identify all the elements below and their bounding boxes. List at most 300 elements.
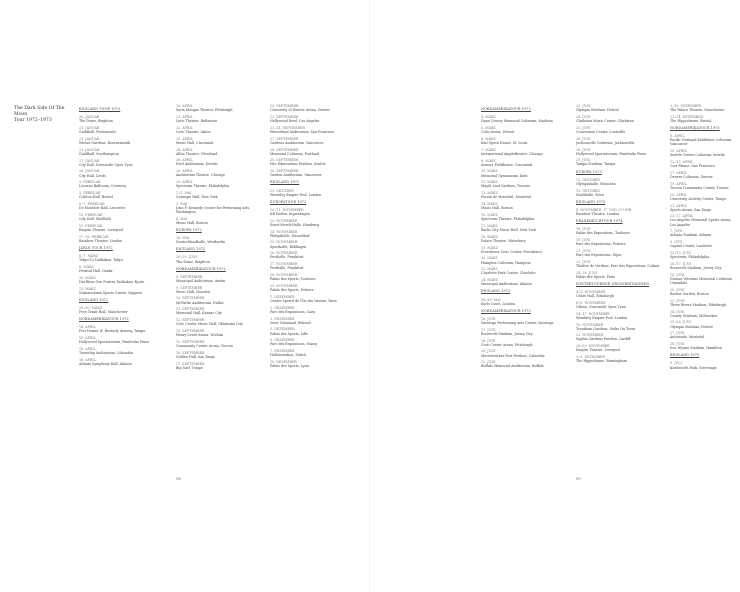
concert-venue: The Dome, Brighton [79, 119, 113, 124]
concert-venue: Los Angeles Memorial Sports Arena, Los Angeles [670, 218, 732, 227]
concert-date: 17. NOVEMBER [270, 262, 298, 267]
section-heading: JAPAN TOUR 1972 [79, 245, 113, 250]
tour-date-entry [670, 160, 736, 168]
concert-venue: Hollywood Bowl, Los Angeles [270, 118, 320, 123]
concert-venue: Big Surf, Tempe [176, 365, 203, 370]
concert-date: 26. APRIL [176, 158, 193, 163]
concert-venue: Winterland Auditorium, San Francisco [270, 129, 335, 134]
tour-date-entry [576, 189, 664, 197]
tour-date-entry [79, 336, 167, 344]
concert-venue: Stadthalle, Wien [576, 192, 604, 197]
concert-venue: Vorst Nationaal, Brüssel [270, 320, 311, 325]
concert-venue: Boston Garden, Boston [670, 291, 709, 296]
concert-venue: Three Rivers Stadium, Pittsburgh [670, 302, 727, 307]
tour-date-entry [270, 349, 358, 357]
concert-venue: Winter Gardens, Bournemouth [79, 140, 131, 145]
tour-date-entry [481, 256, 569, 264]
concert-venue: Festhalle, Frankfurt [270, 266, 304, 271]
concert-date: 22. JUNI [481, 360, 496, 365]
concert-venue: Festhalle, Frankfurt [270, 255, 304, 260]
concert-date: 10. MÄRZ [79, 275, 96, 280]
concert-venue: Spectrum Theatre, Philadelphia [481, 217, 535, 222]
tour-date-entry [481, 224, 569, 232]
concert-date: 28. SEPTEMBER [270, 147, 299, 152]
tour-date-entry [176, 104, 264, 112]
concert-date: 6./7. MÄRZ [79, 254, 98, 258]
tour-date-entry [270, 137, 358, 145]
tour-date-entry [481, 267, 569, 275]
concert-date: 17. SEPTEMBER [176, 361, 205, 366]
concert-venue: Providence Civic Center, Providence [481, 249, 542, 254]
section-heading: FRANKREICHTOUR 1974 [576, 219, 623, 223]
right-page [370, 0, 740, 592]
tour-date-entry [176, 137, 264, 145]
concert-venue: Colston Hall, Bristol [79, 195, 113, 200]
concert-venue: Hollywood Sportatorium, Pembroke Pines [576, 151, 647, 156]
tour-date-entry [670, 310, 736, 318]
tour-date-entry [79, 148, 167, 156]
section-heading: ENGLAND 1973 [576, 199, 606, 204]
tour-date-entry [270, 317, 358, 325]
concert-date: 15. MÄRZ [481, 212, 498, 217]
concert-date: 19. NOVEMBER [576, 322, 604, 327]
concert-date: 22. SEPTEMBER [270, 114, 299, 119]
concert-venue: Locarno Ballroom, Coventry [79, 184, 127, 189]
concert-venue: Civic Center Music Hall, Oklahoma City [176, 322, 243, 327]
concert-venue: Théâtre de Verdure, Parc des Expositions, Colmar [576, 263, 660, 268]
tour-date-entry [481, 169, 569, 177]
tour-date-entry [576, 104, 664, 112]
tour-date-entry [270, 208, 358, 216]
tour-date-entry [670, 342, 736, 350]
concert-venue: Community Center Arena, Tucson [176, 344, 233, 349]
concert-date: 4. NOVEMBER, 17 UND 21 UHR [576, 207, 632, 212]
section-heading: NORDAMERIKATOUR 1972 [79, 317, 129, 322]
tour-date-entry [176, 217, 264, 225]
concert-venue: International Amphitheatre, Chicago [481, 151, 543, 156]
tour-date-entry [481, 317, 569, 325]
tour-dates-column-3 [270, 104, 358, 371]
concert-venue: Kiel Opera House, St. Louis [481, 140, 528, 145]
concert-date: 3. MAI [176, 201, 188, 206]
concert-venue: Cow Palace, San Francisco [670, 164, 716, 169]
concert-date: 3. DEZEMBER [270, 316, 295, 321]
concert-date: 24. JUNI [576, 114, 591, 119]
section-heading: WINTERTOURNEE GROSSBRITANNIEN [576, 281, 650, 286]
concert-date: 5. JULI [670, 361, 682, 366]
tour-date-entry [79, 347, 167, 355]
tour-date-entry [176, 296, 264, 304]
concert-date: 15. NOVEMBER [270, 240, 298, 245]
concert-venue: Syria Mosque Theater, Pittsburgh [176, 108, 233, 113]
concert-date: 28. APRIL [176, 169, 193, 174]
concert-date: 10. MÄRZ [481, 169, 498, 174]
concert-venue: Henry Levitt Arena, Wichita [176, 333, 223, 338]
concert-venue: Odeon, Newcastle Upon Tyne [576, 304, 626, 309]
concert-venue: Tokyo-To Taiikukan, Tokyo [79, 258, 123, 263]
concert-date: 9. SEPTEMBER [176, 285, 203, 290]
concert-date: 14. APRIL [79, 325, 96, 330]
concert-date: 13./14. DEZEMBER [670, 114, 704, 119]
concert-venue: Hallenstadion, Zürich [270, 353, 307, 358]
concert-venue: Ford Auditorium, Detroit [176, 162, 218, 167]
concert-venue: City Hall, Leeds [79, 173, 106, 178]
concert-venue: Allen Theatre, Cleveland [176, 151, 218, 156]
concert-date: 9. JUNI [670, 240, 683, 245]
concert-date: 16. JUNI [481, 316, 496, 321]
concert-date: 27. SEPTEMBER [270, 136, 299, 141]
concert-date: 14.-17. NOVEMBER [576, 311, 610, 316]
concert-venue: Memorial Coliseum, Portland [270, 151, 319, 156]
concert-venue: Tucson Community Center, Tucson [670, 185, 729, 190]
concert-date: 18./19. MAI [481, 297, 501, 302]
concert-date: 17. JUNI [481, 327, 496, 332]
concert-date: 13. OKTOBER [576, 188, 600, 193]
section-heading: EUROPATOUR 1972 [270, 199, 307, 204]
concert-date: 20. JANUAR [79, 115, 100, 120]
concert-venue: Armory Fieldhouse, Cincinnati [481, 162, 533, 167]
tour-date-entry [79, 306, 167, 314]
concert-venue: Civic Theatre, Akron [176, 129, 211, 134]
concert-venue: Parc des Expositions, Poitiers [576, 242, 626, 247]
concert-venue: The Palace Theatre, Manchester [670, 108, 725, 113]
concert-date: 23. JANUAR [79, 147, 100, 152]
concert-venue: Spectrum, Philadelphia [670, 255, 710, 260]
concert-date: 17. MÄRZ [481, 223, 498, 228]
tour-date-entry [270, 295, 358, 303]
tour-date-entry [576, 178, 664, 186]
concert-date: 16. NOVEMBER [270, 251, 298, 256]
page-number-right: 99 [576, 476, 581, 481]
tour-date-entry [670, 331, 736, 339]
concert-date: 17. APRIL [670, 170, 687, 175]
concert-date: 8./9. NOVEMBER [576, 300, 606, 305]
tour-date-entry [481, 126, 569, 134]
concert-date: 14. NOVEMBER [270, 229, 298, 234]
concert-venue: Convention Center, Louisville [576, 129, 626, 134]
concert-venue: Spectrum Theatre, Philadelphia [176, 184, 230, 189]
book-title-line: The Dark Side Of The Moon [14, 106, 65, 117]
concert-venue: Municipal Auditorium, Austin [176, 278, 226, 283]
concert-date: 23./24. SEPTEMBER [270, 125, 305, 130]
concert-venue: Palais des Sports, Lyon [270, 364, 309, 369]
tour-date-entry [576, 148, 664, 156]
tour-date-entry [270, 327, 358, 335]
concert-date: 25. JUNI [576, 125, 591, 130]
concert-date: 4. MAI [176, 216, 188, 221]
tour-date-entry [270, 360, 358, 368]
concert-venue: Festival Hall, Osaka [79, 268, 113, 273]
concert-venue: Sports Arena, San Diego [670, 207, 712, 212]
tour-date-entry [270, 251, 358, 259]
tour-date-entry [270, 262, 358, 270]
concert-date: 20. APRIL [176, 104, 193, 108]
concert-venue: Nassau Veterans Memorial Coliseum, Uniondale [670, 276, 733, 286]
tour-date-entry [481, 137, 569, 145]
concert-venue: KB Hallen, Kopenhagen [270, 211, 310, 216]
concert-date: 5. MÄRZ [481, 125, 496, 130]
tour-date-entry [576, 344, 664, 352]
concert-venue: Knebworth Park, Stevenage [670, 365, 717, 370]
concert-venue: Usher Hall, Edinburgh [576, 293, 614, 298]
tour-date-entry [270, 240, 358, 248]
tour-date-entry [79, 202, 167, 210]
concert-date: 8. MÄRZ [481, 158, 496, 163]
concert-date: 21. OKTOBER [270, 188, 294, 193]
tour-date-entry [176, 202, 264, 214]
concert-venue: Olympia Stadium, Detroit [576, 108, 619, 113]
concert-date: 29. JUNI [576, 158, 591, 163]
tour-date-entry [79, 265, 167, 273]
tour-date-entry [576, 115, 664, 123]
tour-date-entry [270, 115, 358, 123]
tour-date-entry [270, 306, 358, 314]
concert-date: 28. JANUAR [79, 169, 100, 174]
tour-dates-column-2 [176, 104, 264, 373]
tour-date-entry [481, 235, 569, 243]
concert-date: 21. APRIL [176, 114, 193, 119]
concert-venue: Gardens Auditorium, Vancouver [270, 140, 324, 145]
tour-date-entry [270, 189, 358, 197]
tour-date-entry [481, 278, 569, 286]
concert-date: 27. JANUAR [79, 158, 100, 163]
concert-venue: Guildhall, Portsmouth [79, 130, 116, 135]
concert-date: 29. APRIL [176, 180, 193, 185]
tour-date-entry [176, 362, 264, 370]
concert-date: 23. JUNI [576, 104, 591, 108]
concert-venue: Buffalo Memorial Auditorium, Buffalo [481, 364, 544, 369]
concert-venue: Tampa Stadium, Tampa [576, 162, 616, 167]
tour-date-entry [176, 169, 264, 177]
concert-date: 5. DEZEMBER [270, 327, 295, 332]
concert-venue: Carnegie Hall, New York [176, 195, 218, 200]
section-heading: ENGLAND 1973 [481, 289, 511, 294]
concert-venue: Nakanoshima Sports Center, Sapporo [79, 290, 143, 295]
concert-venue: The Dome, Brighton [176, 259, 210, 264]
tour-date-entry [481, 328, 569, 336]
tour-date-entry [670, 193, 736, 201]
concert-date: 10. DEZEMBER [270, 360, 297, 365]
concert-venue: Township Auditorium, Columbia [79, 351, 133, 356]
concert-venue: Parc des Expositions, Dijon [576, 252, 622, 257]
concert-venue: Parc des Expositions, Caen [270, 309, 316, 314]
concert-date: 21. JUNI [576, 248, 591, 253]
concert-venue: Palais des Expositions, Toulouse [576, 231, 630, 236]
concert-date: 22. JANUAR [79, 136, 100, 141]
concert-venue: Hollywood Sportatorium, Pembroke Pines [79, 340, 150, 345]
section-heading: ENGLAND 1972 [79, 297, 109, 302]
tour-date-entry [576, 238, 664, 246]
concert-date: 6. DEZEMBER [270, 338, 295, 343]
concert-date: 17.-20. FEBRUAR [79, 234, 109, 239]
concert-date: 19. JUNI [576, 237, 591, 242]
concert-venue: De Montfort Hall, Leicester [79, 206, 126, 211]
concert-date: 23. APRIL [176, 136, 193, 141]
tour-date-entry [270, 148, 358, 156]
concert-venue: Centre Sportif de l'Île des Vannes, Paris [270, 298, 337, 303]
concert-venue: Golden Hall, San Diego [176, 354, 216, 359]
concert-venue: Roosevelt Stadium, Jersey City [670, 266, 722, 271]
tour-date-entry [79, 358, 167, 366]
tour-date-entry [670, 320, 736, 328]
concert-date: 18. MÄRZ [481, 234, 498, 239]
concert-venue: Pacific National Exhibition Coliseum, Vancouver [670, 138, 733, 147]
concert-date: 8. MÄRZ [79, 264, 94, 269]
section-heading: EUROPA 1973 [576, 169, 602, 174]
concert-venue: Empire Theatre, Liverpool [79, 227, 124, 232]
section-heading: ENGLAND 1972 [270, 180, 300, 185]
tour-date-entry [576, 208, 664, 216]
tour-date-entry [481, 202, 569, 210]
concert-venue: Wembley Empire Pool, London [576, 315, 628, 320]
concert-date: 18. APRIL [79, 357, 96, 362]
section-heading: ENGLAND TOUR 1972 [79, 107, 121, 111]
tour-date-entry [576, 290, 664, 298]
tour-date-entry [481, 349, 569, 357]
concert-venue: Atlanta Stadium, Atlanta [670, 233, 712, 238]
tour-date-entry [79, 224, 167, 232]
concert-venue: Ernst-Merck-Halle, Hamburg [270, 222, 319, 227]
concert-date: 18. JUNI [576, 227, 591, 232]
tour-date-entry [270, 219, 358, 227]
concert-venue: Hampton Coliseum, Hampton [481, 260, 531, 265]
concert-venue: County Stadium, Milwaukee [670, 313, 718, 318]
tour-date-entry [670, 299, 736, 307]
concert-venue: Lyric Theatre, Baltimore [176, 118, 218, 123]
concert-venue: Jacksonville Coliseum, Jacksonville [576, 140, 635, 145]
section-heading: NORDAMERIKATOUR 1973 [481, 107, 531, 111]
concert-date: 28. NOVEMBER [270, 273, 298, 278]
concert-venue: Atlanta Symphony Hall, Atlanta [79, 361, 132, 366]
section-heading: ENGLAND 1975 [670, 353, 700, 358]
concert-date: 7. MÄRZ [481, 147, 496, 152]
concert-date: 21. JANUAR [79, 125, 100, 130]
tour-date-entry [176, 307, 264, 315]
concert-venue: Empire Theatre, Liverpool [576, 348, 621, 353]
tour-date-entry [176, 275, 264, 283]
tour-date-entry [176, 286, 264, 294]
tour-date-entry [576, 227, 664, 235]
tour-date-entry [576, 260, 664, 268]
tour-date-entry [270, 338, 358, 346]
concert-date: 7. DEZEMBER [270, 349, 295, 354]
concert-venue: Clarkston Music Center, Clarkston [576, 118, 634, 123]
tour-date-entry [670, 115, 736, 123]
concert-date: 15. APRIL [79, 336, 96, 341]
concert-date: 13. MÄRZ [79, 286, 96, 291]
tour-dates-column-5 [576, 104, 664, 366]
page-number-left: 98 [176, 476, 181, 481]
tour-date-entry [670, 134, 736, 146]
tour-date-entry [270, 169, 358, 177]
tour-date-entry [481, 213, 569, 221]
tour-date-entry [670, 171, 736, 179]
tour-date-entry [79, 180, 167, 188]
concert-date: 6.-7. FEBRUAR [79, 202, 105, 207]
concert-date: 11. SEPTEMBER [176, 307, 205, 312]
concert-date: 4. MÄRZ [481, 115, 496, 120]
tour-date-entry [176, 340, 264, 348]
concert-date: 12. FEBRUAR [79, 212, 103, 217]
concert-venue: Merriweather Post Pavilion, Columbia [481, 353, 545, 358]
tour-date-entry [79, 169, 167, 177]
tour-date-entry [481, 148, 569, 156]
concert-date: 16./17. JUNI [670, 261, 691, 266]
section-heading: NORDAMERIKATOUR 1972 [176, 266, 226, 271]
tour-dates-column-4 [481, 104, 569, 371]
concert-date: 20. JUNI [481, 349, 496, 354]
concert-date: 6. MÄRZ [481, 136, 496, 141]
tour-date-entry [670, 262, 736, 270]
tour-date-entry [79, 325, 167, 333]
book-title [14, 106, 76, 124]
concert-date: 16. SEPTEMBER [176, 350, 205, 355]
concert-venue: Sporthalle, Böblingen [270, 244, 307, 249]
tour-date-entry [670, 204, 736, 212]
concert-venue: Garden Auditorium, Vancouver [270, 173, 322, 178]
tour-date-entry [79, 276, 167, 284]
tour-date-entry [176, 236, 264, 244]
tour-date-entry [481, 298, 569, 306]
concert-date: 29. SEPTEMBER [270, 158, 299, 163]
concert-venue: John F. Kennedy Center for Performing Arts, Washington [176, 205, 251, 215]
tour-date-entry [670, 104, 736, 112]
concert-date: 28./29. NOVEMBER [576, 344, 610, 349]
tour-date-entry [576, 301, 664, 309]
concert-venue: Rainbow Theatre, London [79, 238, 123, 243]
tour-date-entry [79, 191, 167, 199]
concert-venue: Deutschlandhalle, Westberlin [176, 240, 226, 245]
concert-venue: Maple Leaf Gardens, Toronto [481, 184, 530, 189]
tour-date-entry [670, 240, 736, 248]
tour-date-entry [576, 355, 664, 363]
concert-date: 12. MÄRZ [481, 191, 498, 196]
concert-venue: University of Denver Arena, Denver [270, 108, 330, 113]
concert-venue: City Hall, Sheffield [79, 217, 111, 222]
concert-venue: Cobo Arena, Detroit [481, 130, 515, 135]
tour-date-entry [79, 159, 167, 167]
concert-date: 3. FEBRUAR [79, 180, 101, 185]
concert-venue: Hec Edmundson Pavilion, Seattle [270, 162, 326, 167]
concert-venue: Dane County Memorial Coliseum, Madison [481, 119, 553, 124]
tour-date-entry [481, 360, 569, 368]
concert-date: 27. JUNI [670, 331, 685, 336]
tour-date-entry [176, 329, 264, 337]
concert-venue: Fort Homer W. Hesterly Armory, Tampa [79, 329, 146, 334]
concert-venue: Forum de Montréal, Montréal [481, 195, 531, 200]
concert-date: 19. APRIL [670, 181, 687, 186]
tour-date-entry [670, 361, 736, 369]
concert-date: 4./5. NOVEMBER [576, 289, 606, 294]
concert-date: 15. SEPTEMBER [176, 339, 205, 344]
tour-date-entry [176, 191, 264, 199]
tour-date-entry [176, 318, 264, 326]
book-subtitle-line: Tour 1972–1973 [14, 118, 52, 123]
tour-date-entry [79, 254, 167, 262]
concert-date: 12./13. APRIL [670, 160, 694, 164]
tour-date-entry [576, 126, 664, 134]
tour-date-entry [79, 137, 167, 145]
tour-date-entry [79, 213, 167, 221]
tour-date-entry [576, 158, 664, 166]
concert-venue: Palais des Sports, Lille [270, 331, 308, 336]
tour-date-entry [481, 159, 569, 167]
concert-date: 24. MÄRZ [481, 278, 498, 283]
tour-date-entry [79, 115, 167, 123]
concert-date: 18. JUNI [670, 272, 685, 277]
tour-date-entry [670, 214, 736, 226]
concert-date: 8. APRIL [670, 134, 685, 139]
